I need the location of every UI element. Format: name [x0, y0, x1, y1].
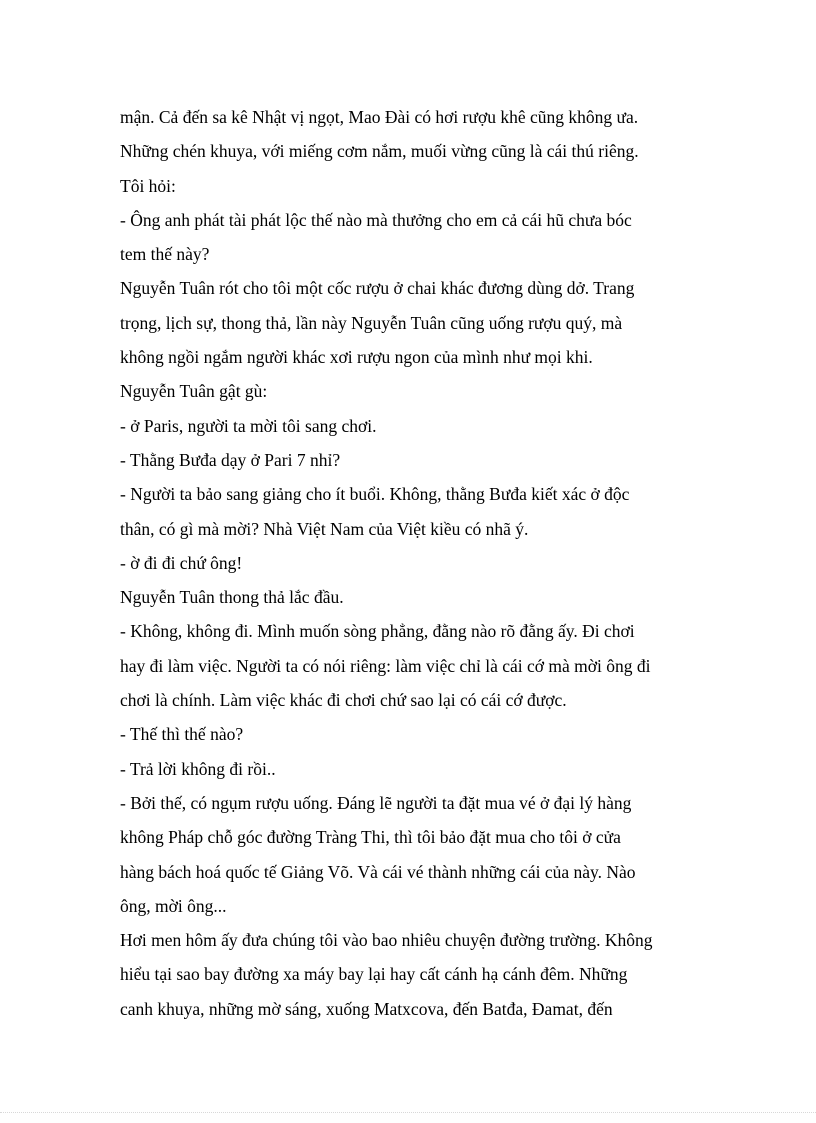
text-line: chơi là chính. Làm việc khác đi chơi chứ sao lại có cái cớ được. — [120, 690, 567, 711]
text-line: - Ông anh phát tài phát lộc thế nào mà thưởng cho em cả cái hũ chưa bóc — [120, 209, 632, 230]
text-line: hay đi làm việc. Người ta có nói riêng: làm việc chỉ là cái cớ mà mời ông đi — [120, 655, 651, 676]
page-bottom-rule — [0, 1112, 816, 1113]
text-line: - Bởi thế, có ngụm rượu uống. Đáng lẽ người ta đặt mua vé ở đại lý hàng — [120, 792, 632, 813]
text-line: thân, có gì mà mời? Nhà Việt Nam của Việt kiều có nhã ý. — [120, 518, 529, 539]
text-line: - ờ đi đi chứ ông! — [120, 552, 243, 573]
text-line: Nguyễn Tuân gật gù: — [120, 381, 268, 402]
text-line: - ở Paris, người ta mời tôi sang chơi. — [120, 415, 377, 436]
text-line: Tôi hỏi: — [120, 175, 176, 196]
text-line: - Không, không đi. Mình muốn sòng phẳng, đằng nào rõ đằng ấy. Đi chơi — [120, 621, 635, 642]
text-line: - Người ta bảo sang giảng cho ít buổi. Không, thằng Bưđa kiết xác ở độc — [120, 484, 630, 505]
text-line: - Thằng Bưđa dạy ở Pari 7 nhỉ? — [120, 449, 341, 470]
text-line: hiểu tại sao bay đường xa máy bay lại hay cất cánh hạ cánh đêm. Những — [120, 964, 628, 985]
text-line: - Trả lời không đi rồi.. — [120, 758, 276, 779]
text-line: - Thế thì thế nào? — [120, 724, 244, 745]
text-line: trọng, lịch sự, thong thả, lần này Nguyễn Tuân cũng uống rượu quý, mà — [120, 312, 623, 333]
text-line: không Pháp chỗ góc đường Tràng Thi, thì tôi bảo đặt mua cho tôi ở cửa — [120, 827, 621, 848]
text-line: không ngồi ngắm người khác xơi rượu ngon của mình như mọi khi. — [120, 347, 593, 368]
text-line: hàng bách hoá quốc tế Giảng Võ. Và cái vé thành những cái của này. Nào — [120, 861, 636, 882]
text-line: ông, mời ông... — [120, 895, 227, 916]
document-body — [120, 100, 700, 1026]
text-line: Nguyễn Tuân thong thả lắc đầu. — [120, 587, 344, 608]
text-line: Những chén khuya, với miếng cơm nắm, muối vừng cũng là cái thú riêng. — [120, 141, 639, 162]
text-line: Nguyễn Tuân rót cho tôi một cốc rượu ở chai khác đương dùng dở. Trang — [120, 278, 635, 299]
text-line: tem thế này? — [120, 244, 210, 265]
text-line: Hơi men hôm ấy đưa chúng tôi vào bao nhiêu chuyện đường trường. Không — [120, 930, 653, 951]
text-line: canh khuya, những mờ sáng, xuống Matxcova, đến Batđa, Đamat, đến — [120, 998, 613, 1019]
text-line: mận. Cả đến sa kê Nhật vị ngọt, Mao Đài có hơi rượu khê cũng không ưa. — [120, 107, 639, 127]
